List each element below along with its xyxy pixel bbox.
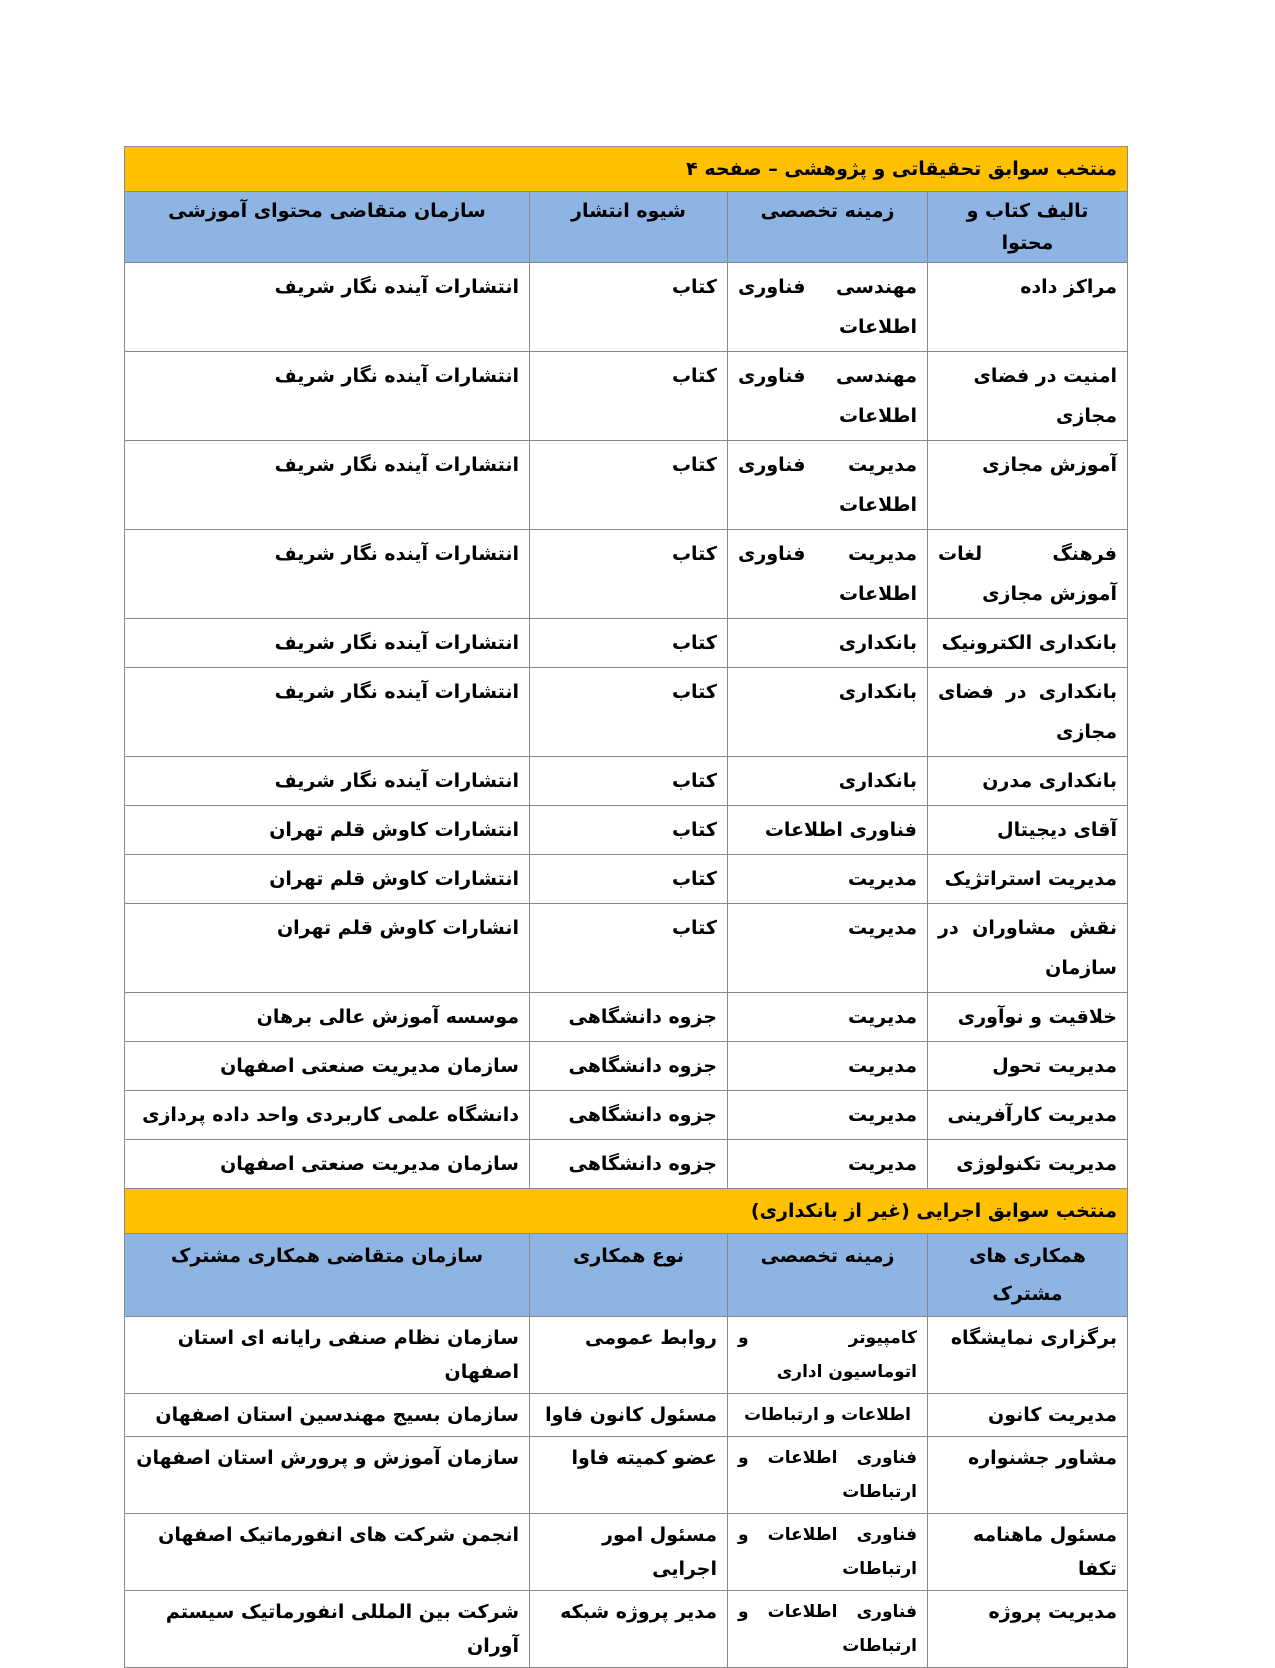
table-row	[124, 904, 1127, 993]
table-row	[124, 441, 1127, 530]
type-cell: جزوه دانشگاهی	[530, 1091, 728, 1140]
table-row	[124, 1140, 1127, 1189]
executive-section-title-row	[124, 1189, 1127, 1234]
field-cell: اطلاعات و ارتباطات	[728, 1394, 928, 1437]
type-cell: کتاب	[530, 619, 728, 668]
type-cell: جزوه دانشگاهی	[530, 1042, 728, 1091]
header-cell: شیوه انتشار	[530, 192, 728, 263]
executive-section-title: منتخب سوابق اجرایی (غیر از بانکداری)	[124, 1189, 1127, 1234]
title-cell: بانکداری در فضای مجازی	[928, 668, 1128, 757]
research-section-title-row	[124, 147, 1127, 192]
type-cell: کتاب	[530, 263, 728, 352]
title-cell: بانکداری مدرن	[928, 757, 1128, 806]
field-cell: بانکداری	[728, 757, 928, 806]
type-cell: کتاب	[530, 441, 728, 530]
field-cell: فناوری اطلاعات و ارتباطات	[728, 1591, 928, 1668]
field-cell: مدیریت	[728, 855, 928, 904]
title-cell: نقش مشاوران در سازمان	[928, 904, 1128, 993]
records-table	[124, 146, 1128, 1668]
type-cell: روابط عمومی	[530, 1317, 728, 1394]
field-cell: فناوری اطلاعات و ارتباطات	[728, 1437, 928, 1514]
type-cell: جزوه دانشگاهی	[530, 993, 728, 1042]
title-cell: آقای دیجیتال	[928, 806, 1128, 855]
field-cell: کامپیوتر و اتوماسیون اداری	[728, 1317, 928, 1394]
header-cell: سازمان متقاضی همکاری مشترک	[124, 1234, 529, 1317]
table-row	[124, 668, 1127, 757]
field-cell: فناوری اطلاعات	[728, 806, 928, 855]
title-cell: مدیریت پروژه	[928, 1591, 1128, 1668]
org-cell: سازمان نظام صنفی رایانه ای استان اصفهان	[124, 1317, 529, 1394]
org-cell: انتشارات کاوش قلم تهران	[124, 855, 529, 904]
org-cell: انتشارات آینده نگار شریف	[124, 668, 529, 757]
title-cell: آموزش مجازی	[928, 441, 1128, 530]
org-cell: شرکت بین المللی انفورماتیک سیستم آوران	[124, 1591, 529, 1668]
field-cell: بانکداری	[728, 619, 928, 668]
field-cell: مدیریت	[728, 1042, 928, 1091]
org-cell: سازمان مدیریت صنعتی اصفهان	[124, 1042, 529, 1091]
table-row	[124, 1514, 1127, 1591]
type-cell: عضو کمیته فاوا	[530, 1437, 728, 1514]
table-row	[124, 806, 1127, 855]
research-header-row	[124, 192, 1127, 263]
field-cell: مدیریت	[728, 993, 928, 1042]
table-row	[124, 1394, 1127, 1437]
title-cell: مدیریت تکنولوژی	[928, 1140, 1128, 1189]
title-cell: مسئول ماهنامه تکفا	[928, 1514, 1128, 1591]
type-cell: کتاب	[530, 806, 728, 855]
org-cell: سازمان مدیریت صنعتی اصفهان	[124, 1140, 529, 1189]
header-cell: سازمان متقاضی محتوای آموزشی	[124, 192, 529, 263]
table-row	[124, 619, 1127, 668]
org-cell: انتشارات آینده نگار شریف	[124, 619, 529, 668]
field-cell: مهندسی فناوری اطلاعات	[728, 352, 928, 441]
title-cell: مدیریت کانون	[928, 1394, 1128, 1437]
title-cell: فرهنگ لغات آموزش مجازی	[928, 530, 1128, 619]
executive-header-row	[124, 1234, 1127, 1317]
header-cell: زمینه تخصصی	[728, 1234, 928, 1317]
title-cell: برگزاری نمایشگاه	[928, 1317, 1128, 1394]
type-cell: کتاب	[530, 904, 728, 993]
type-cell: کتاب	[530, 668, 728, 757]
table-row	[124, 530, 1127, 619]
title-cell: مشاور جشنواره	[928, 1437, 1128, 1514]
header-cell: زمینه تخصصی	[728, 192, 928, 263]
field-cell: مهندسی فناوری اطلاعات	[728, 263, 928, 352]
field-cell: فناوری اطلاعات و ارتباطات	[728, 1514, 928, 1591]
org-cell: انتشارات آینده نگار شریف	[124, 441, 529, 530]
type-cell: کتاب	[530, 352, 728, 441]
research-section-title: منتخب سوابق تحقیقاتی و پژوهشی – صفحه ۴	[124, 147, 1127, 192]
type-cell: کتاب	[530, 855, 728, 904]
org-cell: انتشارات کاوش قلم تهران	[124, 806, 529, 855]
org-cell: انتشارات آینده نگار شریف	[124, 263, 529, 352]
title-cell: مراکز داده	[928, 263, 1128, 352]
table-row	[124, 352, 1127, 441]
table-row	[124, 1042, 1127, 1091]
table-row	[124, 263, 1127, 352]
type-cell: مسئول کانون فاوا	[530, 1394, 728, 1437]
type-cell: مدیر پروژه شبکه	[530, 1591, 728, 1668]
org-cell: موسسه آموزش عالی برهان	[124, 993, 529, 1042]
type-cell: کتاب	[530, 530, 728, 619]
title-cell: خلاقیت و نوآوری	[928, 993, 1128, 1042]
title-cell: مدیریت تحول	[928, 1042, 1128, 1091]
table-row	[124, 1091, 1127, 1140]
table-row	[124, 1317, 1127, 1394]
field-cell: مدیریت	[728, 1140, 928, 1189]
org-cell: انتشارات آینده نگار شریف	[124, 757, 529, 806]
title-cell: بانکداری الکترونیک	[928, 619, 1128, 668]
table-row	[124, 1591, 1127, 1668]
table-row	[124, 1437, 1127, 1514]
type-cell: مسئول امور اجرایی	[530, 1514, 728, 1591]
header-cell: نوع همکاری	[530, 1234, 728, 1317]
org-cell: انتشارات آینده نگار شریف	[124, 352, 529, 441]
org-cell: انتشارات آینده نگار شریف	[124, 530, 529, 619]
org-cell: سازمان بسیج مهندسین استان اصفهان	[124, 1394, 529, 1437]
field-cell: مدیریت فناوری اطلاعات	[728, 441, 928, 530]
field-cell: مدیریت	[728, 904, 928, 993]
type-cell: جزوه دانشگاهی	[530, 1140, 728, 1189]
org-cell: انجمن شرکت های انفورماتیک اصفهان	[124, 1514, 529, 1591]
type-cell: کتاب	[530, 757, 728, 806]
field-cell: مدیریت فناوری اطلاعات	[728, 530, 928, 619]
field-cell: مدیریت	[728, 1091, 928, 1140]
org-cell: سازمان آموزش و پرورش استان اصفهان	[124, 1437, 529, 1514]
org-cell: دانشگاه علمی کاربردی واحد داده پردازی	[124, 1091, 529, 1140]
org-cell: انشارات کاوش قلم تهران	[124, 904, 529, 993]
header-cell: همکاری های مشترک	[928, 1234, 1128, 1317]
table-row	[124, 757, 1127, 806]
title-cell: مدیریت کارآفرینی	[928, 1091, 1128, 1140]
header-cell: تالیف کتاب و محتوا	[928, 192, 1128, 263]
table-row	[124, 993, 1127, 1042]
table-row	[124, 855, 1127, 904]
document-page	[124, 146, 1128, 1668]
title-cell: امنیت در فضای مجازی	[928, 352, 1128, 441]
field-cell: بانکداری	[728, 668, 928, 757]
title-cell: مدیریت استراتژیک	[928, 855, 1128, 904]
